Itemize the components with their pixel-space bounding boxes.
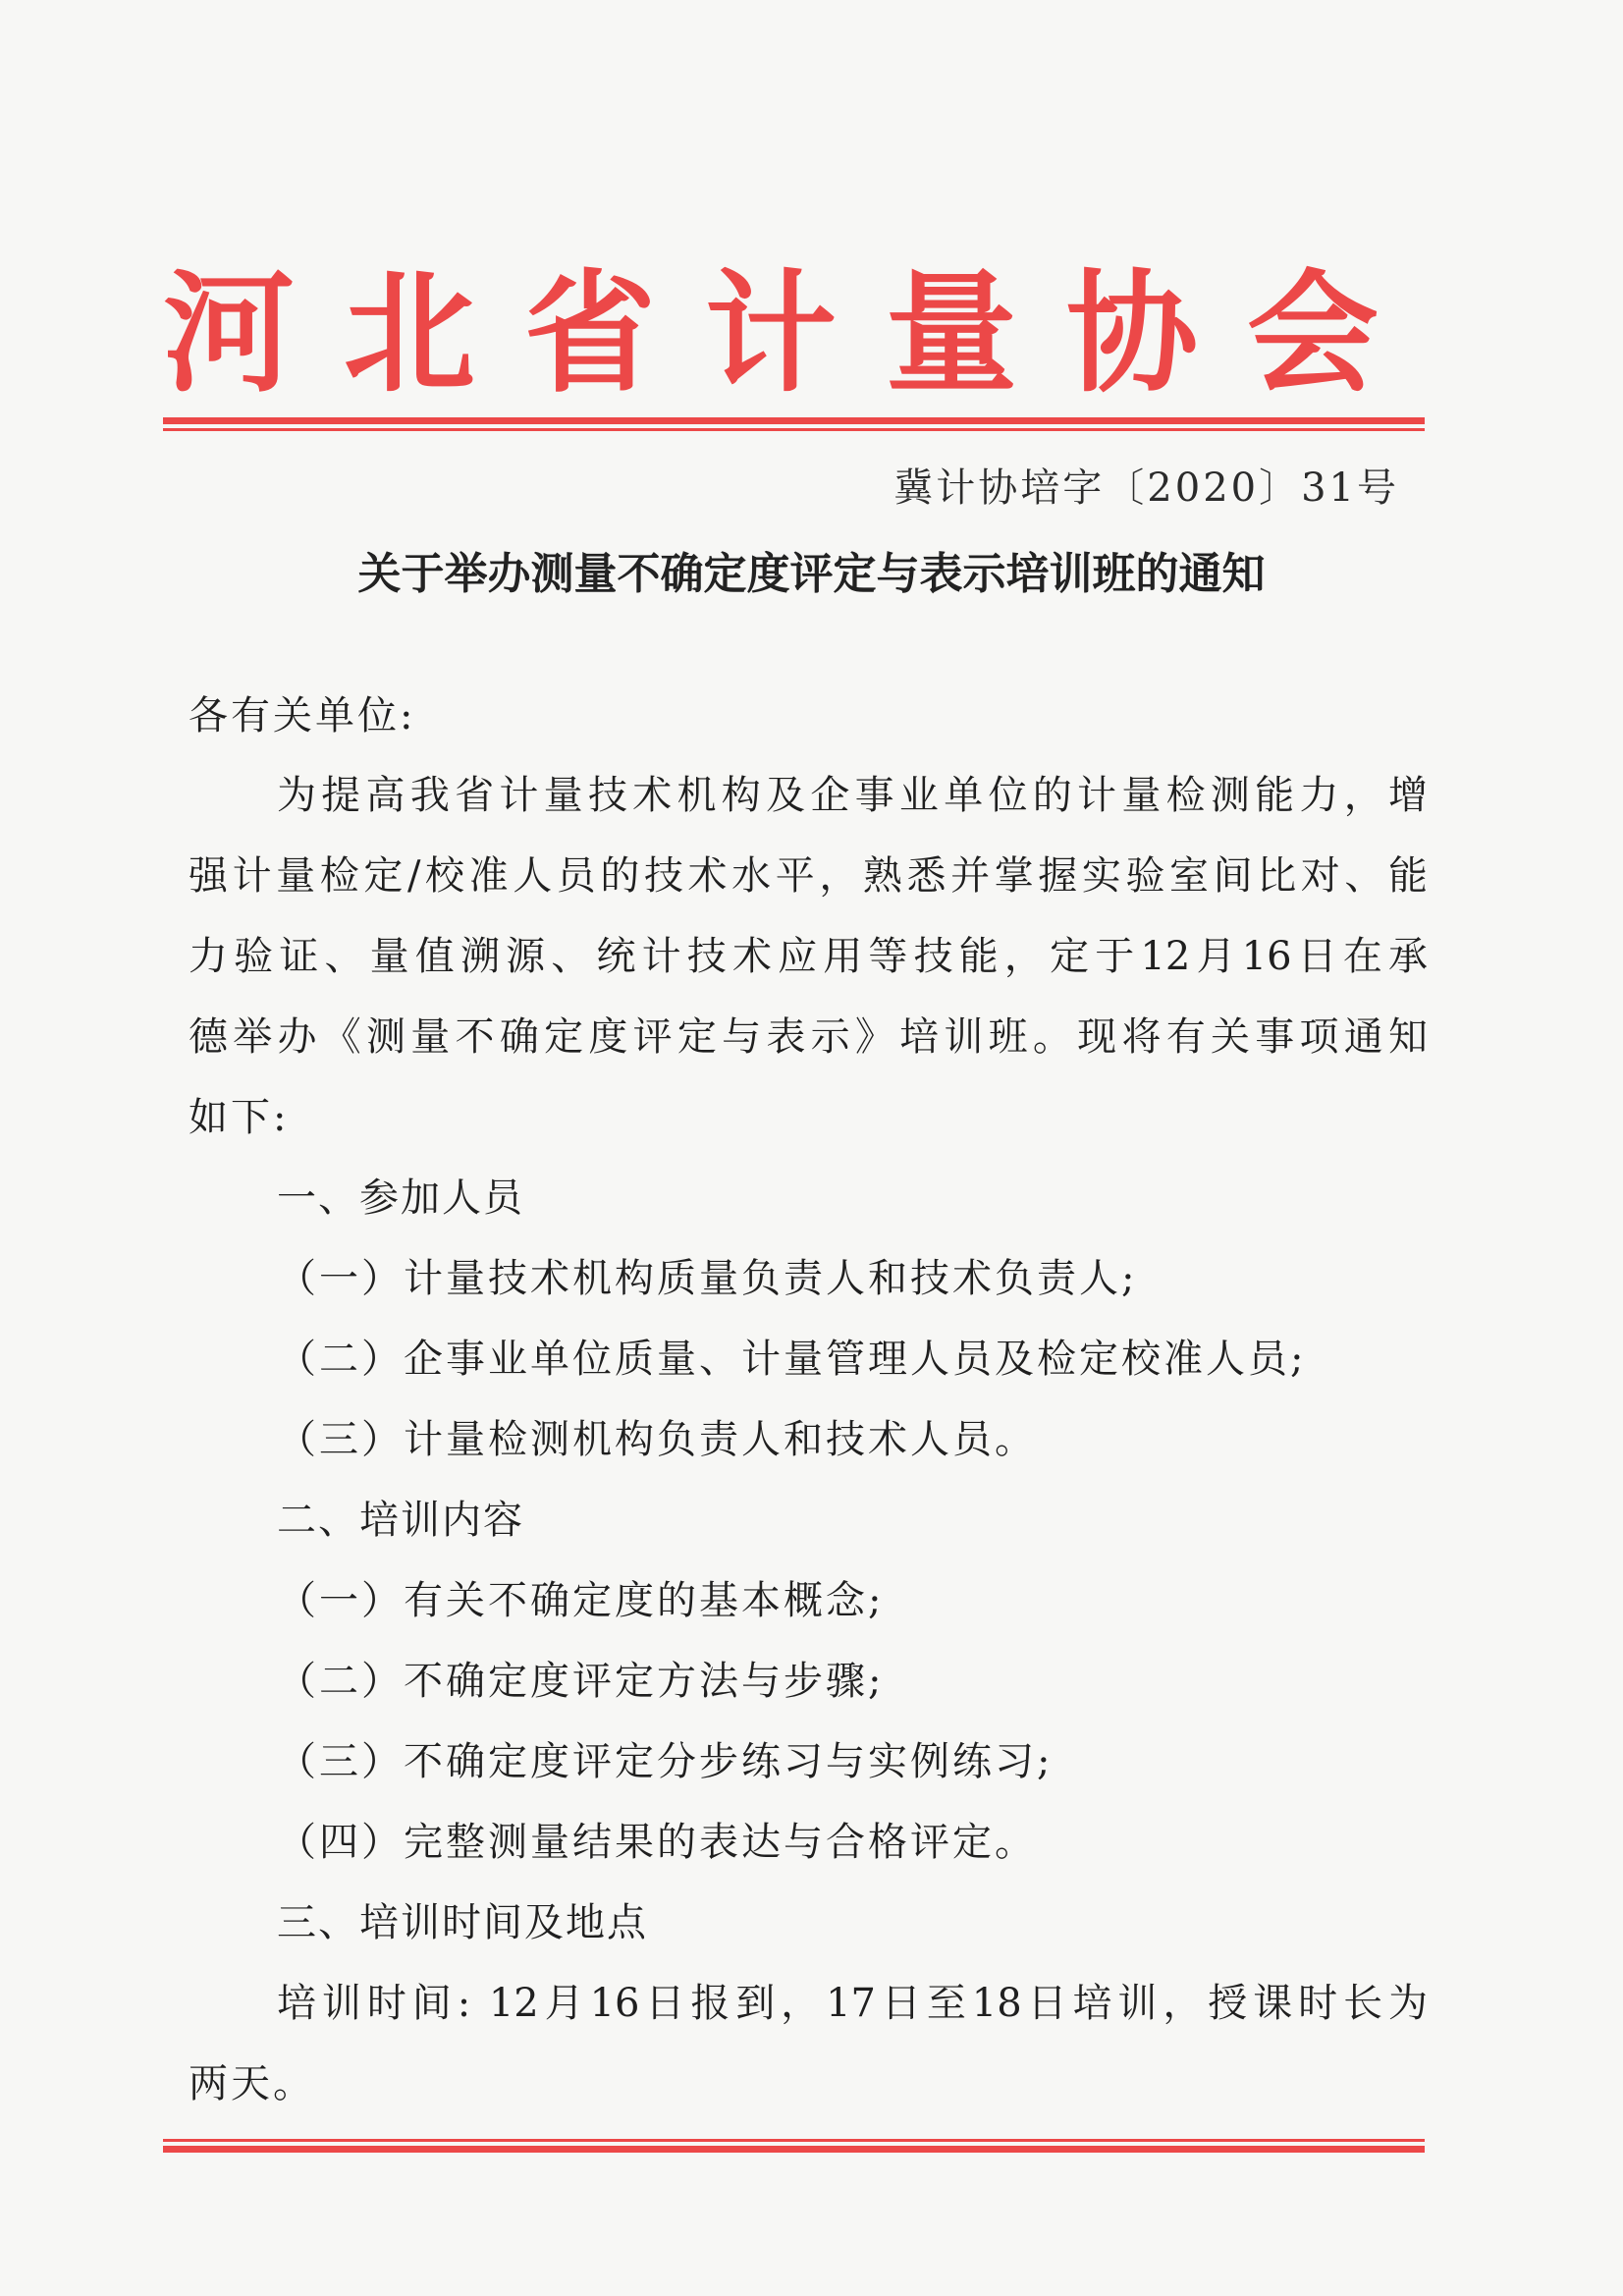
list-item: （三）不确定度评定分步练习与实例练习; — [277, 1739, 1054, 1784]
salutation: 各有关单位: — [189, 693, 416, 738]
list-item: （二）企事业单位质量、计量管理人员及检定校准人员; — [277, 1337, 1307, 1382]
list-item: （一）计量技术机构质量负责人和技术负责人; — [277, 1256, 1138, 1301]
section-heading-participants: 一、参加人员 — [277, 1175, 524, 1221]
intro-line: 强计量检定/校准人员的技术水平，熟悉并掌握实验室间比对、能 — [189, 853, 1428, 899]
section-heading-time-place: 三、培训时间及地点 — [277, 1900, 648, 1945]
list-item: （三）计量检测机构负责人和技术人员。 — [277, 1417, 1037, 1462]
header-rule-thin — [163, 428, 1425, 431]
footer-rule-thick — [163, 2146, 1425, 2153]
header-rule-thick — [163, 417, 1425, 424]
organization-name: 河北省计量协会 — [163, 257, 1429, 410]
section-heading-content: 二、培训内容 — [277, 1498, 524, 1543]
time-line: 两天。 — [189, 2061, 315, 2106]
list-item: （二）不确定度评定方法与步骤; — [277, 1659, 885, 1704]
intro-line: 为提高我省计量技术机构及企事业单位的计量检测能力，增 — [277, 773, 1428, 818]
list-item: （一）有关不确定度的基本概念; — [277, 1578, 885, 1623]
notice-title: 关于举办测量不确定度评定与表示培训班的通知 — [357, 549, 1266, 599]
intro-line: 力验证、量值溯源、统计技术应用等技能，定于12月16日在承 — [189, 934, 1428, 979]
list-item: （四）完整测量结果的表达与合格评定。 — [277, 1820, 1037, 1865]
intro-line: 德举办《测量不确定度评定与表示》培训班。现将有关事项通知 — [189, 1014, 1428, 1060]
time-line: 培训时间: 12月16日报到，17日至18日培训，授课时长为 — [277, 1981, 1428, 2026]
footer-rule-thin — [163, 2139, 1425, 2142]
intro-line: 如下: — [189, 1095, 290, 1140]
document-number: 冀计协培字〔2020〕31号 — [893, 465, 1399, 511]
